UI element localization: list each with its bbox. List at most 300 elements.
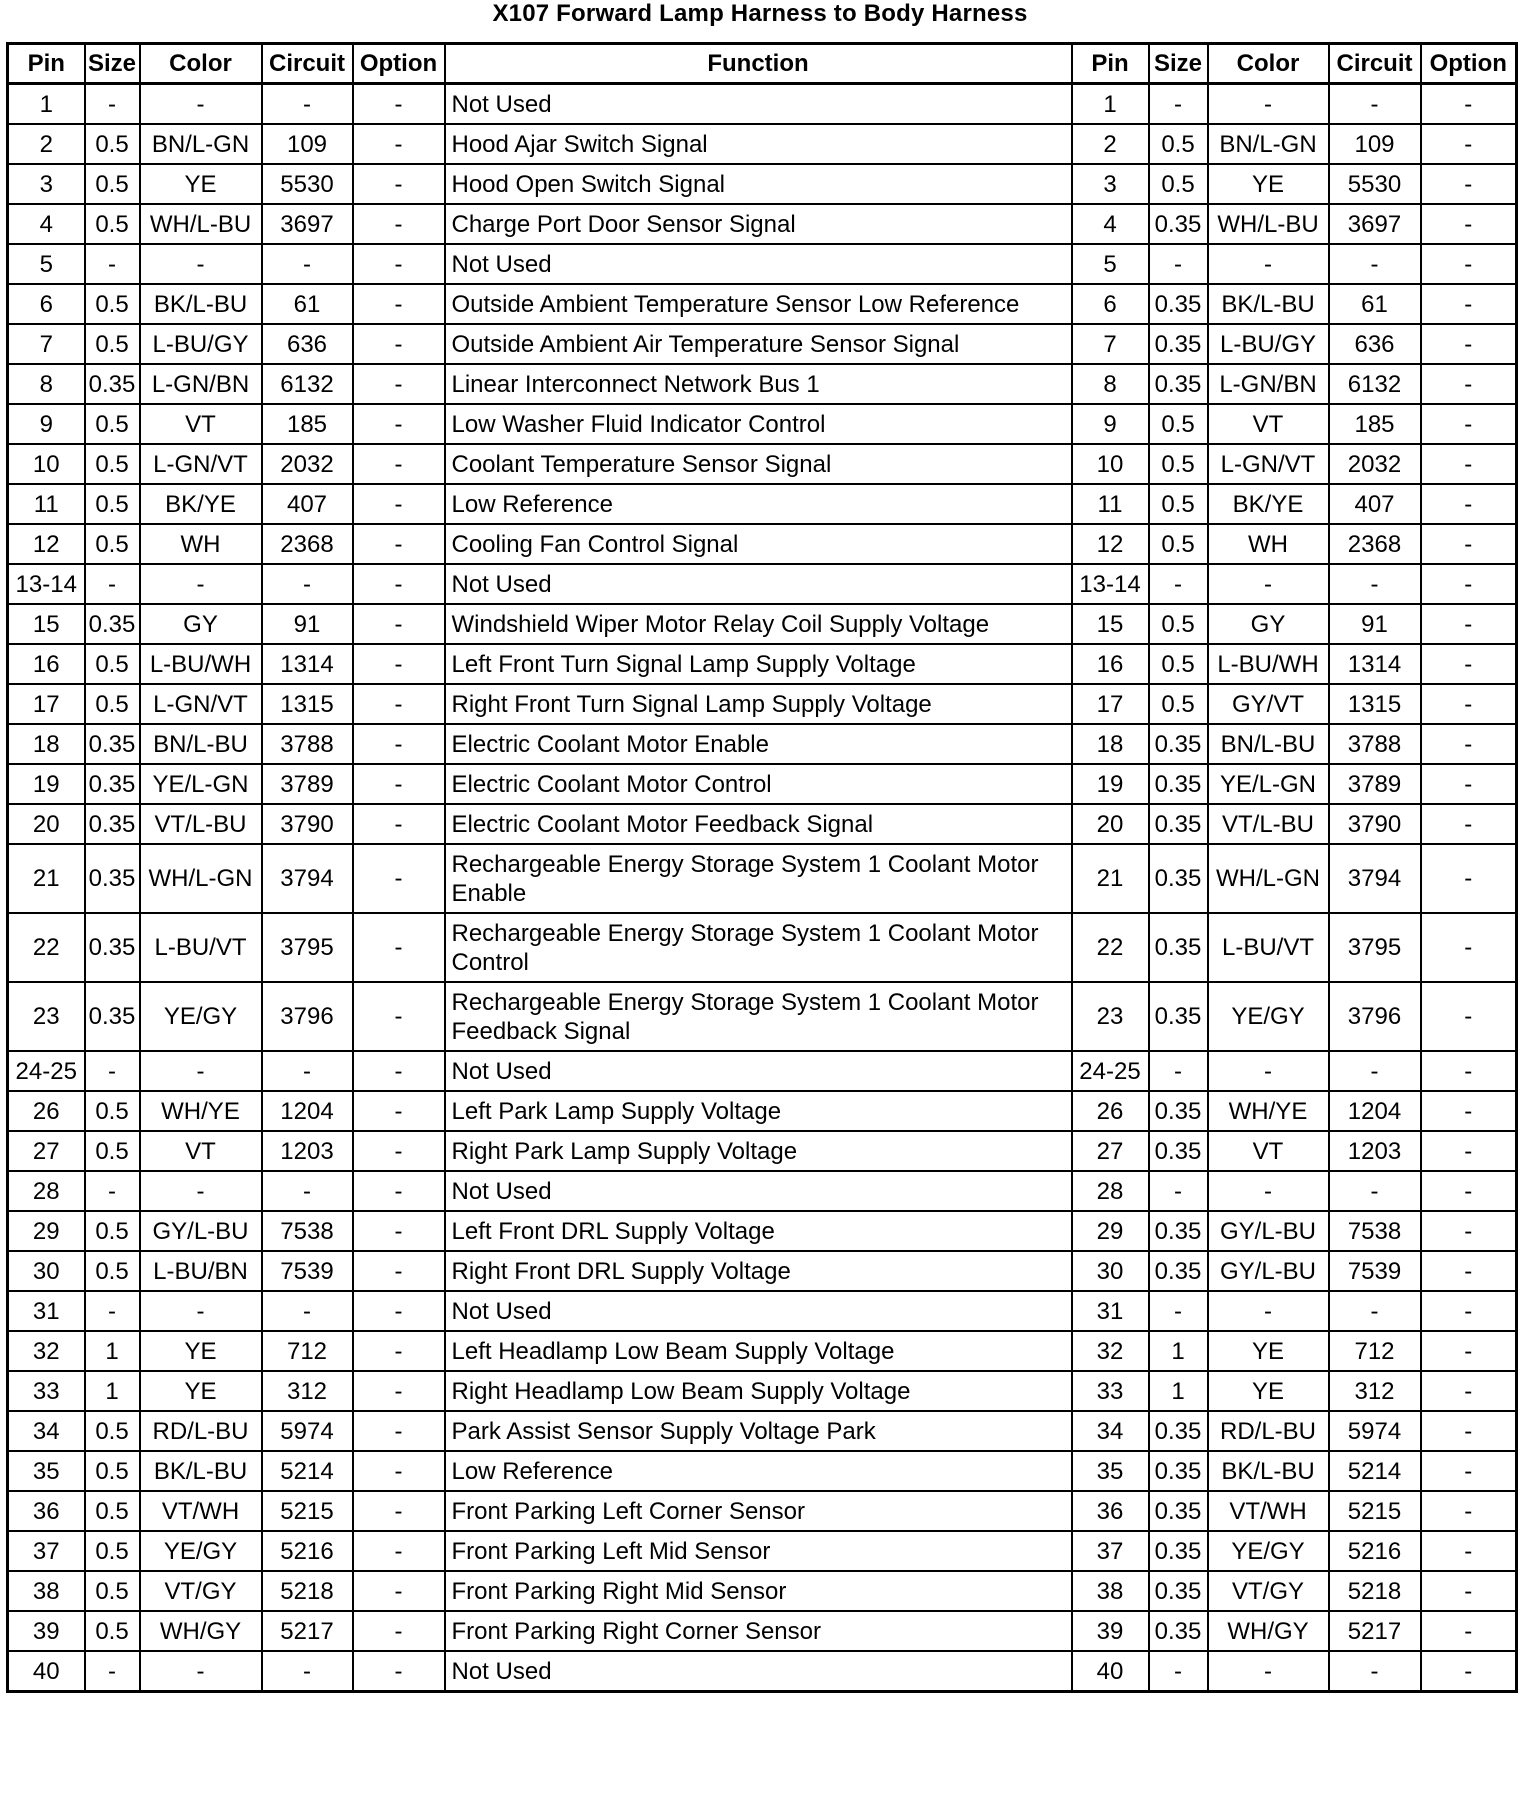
- pin-cell: 21: [8, 844, 85, 913]
- pin-cell: 37: [8, 1531, 85, 1571]
- circuit-cell: 5215: [262, 1491, 353, 1531]
- size-cell: 0.5: [85, 1411, 140, 1451]
- pin-cell-2: 16: [1072, 644, 1149, 684]
- pin-cell-2: 7: [1072, 324, 1149, 364]
- pin-cell-2: 24-25: [1072, 1051, 1149, 1091]
- pin-cell-2: 32: [1072, 1331, 1149, 1371]
- color-cell: -: [140, 564, 262, 604]
- color-cell-2: YE: [1208, 1371, 1329, 1411]
- table-row: [8, 524, 1517, 564]
- table-row: [8, 1411, 1517, 1451]
- option-cell-2: -: [1421, 1331, 1517, 1371]
- color-cell-2: VT/L-BU: [1208, 804, 1329, 844]
- option-cell: -: [353, 564, 445, 604]
- size-cell-2: 0.35: [1149, 724, 1208, 764]
- function-cell: Not Used: [445, 1651, 1072, 1692]
- function-cell: Right Front DRL Supply Voltage: [445, 1251, 1072, 1291]
- table-row: [8, 1051, 1517, 1091]
- size-cell: 0.5: [85, 1451, 140, 1491]
- pin-cell: 33: [8, 1371, 85, 1411]
- option-cell-2: -: [1421, 1131, 1517, 1171]
- size-cell-2: 0.35: [1149, 284, 1208, 324]
- function-cell: Left Front DRL Supply Voltage: [445, 1211, 1072, 1251]
- size-cell: 0.5: [85, 484, 140, 524]
- size-cell: -: [85, 244, 140, 284]
- color-cell-2: GY: [1208, 604, 1329, 644]
- size-cell: 0.5: [85, 204, 140, 244]
- color-cell: WH/YE: [140, 1091, 262, 1131]
- table-row: [8, 1371, 1517, 1411]
- table-row: [8, 1451, 1517, 1491]
- table-row: [8, 1491, 1517, 1531]
- circuit-cell: 6132: [262, 364, 353, 404]
- function-cell: Electric Coolant Motor Enable: [445, 724, 1072, 764]
- pin-cell-2: 5: [1072, 244, 1149, 284]
- pinout-table: [6, 42, 1518, 1693]
- size-cell-2: 0.35: [1149, 324, 1208, 364]
- function-cell: Rechargeable Energy Storage System 1 Coolant Motor Enable: [445, 844, 1072, 913]
- header-color-2: Color: [1208, 44, 1329, 84]
- circuit-cell: 2032: [262, 444, 353, 484]
- option-cell-2: -: [1421, 844, 1517, 913]
- table-row: [8, 1091, 1517, 1131]
- color-cell: L-BU/BN: [140, 1251, 262, 1291]
- function-cell: Right Park Lamp Supply Voltage: [445, 1131, 1072, 1171]
- table-row: [8, 1531, 1517, 1571]
- table-row: [8, 324, 1517, 364]
- circuit-cell-2: 7539: [1329, 1251, 1421, 1291]
- pin-cell: 5: [8, 244, 85, 284]
- circuit-cell-2: -: [1329, 84, 1421, 125]
- size-cell: 0.5: [85, 404, 140, 444]
- option-cell: -: [353, 913, 445, 982]
- table-row: [8, 564, 1517, 604]
- color-cell-2: YE/GY: [1208, 1531, 1329, 1571]
- color-cell: L-GN/VT: [140, 684, 262, 724]
- color-cell-2: YE/L-GN: [1208, 764, 1329, 804]
- option-cell: -: [353, 1331, 445, 1371]
- size-cell: 0.5: [85, 1491, 140, 1531]
- size-cell: 0.35: [85, 364, 140, 404]
- option-cell-2: -: [1421, 564, 1517, 604]
- size-cell-2: 0.35: [1149, 913, 1208, 982]
- size-cell-2: 0.5: [1149, 484, 1208, 524]
- function-cell: Electric Coolant Motor Control: [445, 764, 1072, 804]
- option-cell-2: -: [1421, 724, 1517, 764]
- size-cell: -: [85, 1291, 140, 1331]
- pin-cell-2: 11: [1072, 484, 1149, 524]
- option-cell: -: [353, 982, 445, 1051]
- pin-cell: 12: [8, 524, 85, 564]
- size-cell-2: -: [1149, 1171, 1208, 1211]
- size-cell-2: 0.5: [1149, 524, 1208, 564]
- table-row: [8, 604, 1517, 644]
- circuit-cell-2: 636: [1329, 324, 1421, 364]
- option-cell: -: [353, 1091, 445, 1131]
- option-cell: -: [353, 244, 445, 284]
- size-cell-2: 0.5: [1149, 604, 1208, 644]
- function-cell: Low Reference: [445, 1451, 1072, 1491]
- circuit-cell-2: 5216: [1329, 1531, 1421, 1571]
- circuit-cell-2: 5214: [1329, 1451, 1421, 1491]
- circuit-cell-2: 3794: [1329, 844, 1421, 913]
- pin-cell-2: 19: [1072, 764, 1149, 804]
- function-cell: Low Reference: [445, 484, 1072, 524]
- size-cell-2: -: [1149, 1291, 1208, 1331]
- circuit-cell-2: 6132: [1329, 364, 1421, 404]
- size-cell-2: -: [1149, 1651, 1208, 1692]
- color-cell: VT/GY: [140, 1571, 262, 1611]
- color-cell: YE/L-GN: [140, 764, 262, 804]
- circuit-cell: 5530: [262, 164, 353, 204]
- function-cell: Electric Coolant Motor Feedback Signal: [445, 804, 1072, 844]
- color-cell-2: GY/L-BU: [1208, 1251, 1329, 1291]
- table-row: [8, 644, 1517, 684]
- circuit-cell: 3795: [262, 913, 353, 982]
- circuit-cell-2: -: [1329, 564, 1421, 604]
- color-cell: YE: [140, 164, 262, 204]
- function-cell: Outside Ambient Air Temperature Sensor Signal: [445, 324, 1072, 364]
- color-cell: WH/L-GN: [140, 844, 262, 913]
- circuit-cell: 61: [262, 284, 353, 324]
- pin-cell-2: 6: [1072, 284, 1149, 324]
- size-cell-2: 0.5: [1149, 124, 1208, 164]
- color-cell-2: WH/YE: [1208, 1091, 1329, 1131]
- option-cell-2: -: [1421, 1531, 1517, 1571]
- size-cell-2: 0.35: [1149, 364, 1208, 404]
- pin-cell: 24-25: [8, 1051, 85, 1091]
- size-cell-2: 0.35: [1149, 1211, 1208, 1251]
- circuit-cell-2: 3789: [1329, 764, 1421, 804]
- size-cell: 0.5: [85, 124, 140, 164]
- size-cell-2: 1: [1149, 1331, 1208, 1371]
- option-cell: -: [353, 484, 445, 524]
- option-cell: -: [353, 524, 445, 564]
- pin-cell: 4: [8, 204, 85, 244]
- function-cell: Outside Ambient Temperature Sensor Low Reference: [445, 284, 1072, 324]
- size-cell-2: 0.35: [1149, 1611, 1208, 1651]
- function-cell: Left Park Lamp Supply Voltage: [445, 1091, 1072, 1131]
- size-cell-2: 0.5: [1149, 164, 1208, 204]
- size-cell-2: 0.35: [1149, 804, 1208, 844]
- table-row: [8, 1651, 1517, 1692]
- pin-cell: 35: [8, 1451, 85, 1491]
- option-cell: -: [353, 1651, 445, 1692]
- table-row: [8, 204, 1517, 244]
- function-cell: Coolant Temperature Sensor Signal: [445, 444, 1072, 484]
- pin-cell-2: 27: [1072, 1131, 1149, 1171]
- function-cell: Right Headlamp Low Beam Supply Voltage: [445, 1371, 1072, 1411]
- option-cell: -: [353, 1531, 445, 1571]
- color-cell: L-GN/VT: [140, 444, 262, 484]
- size-cell: 0.35: [85, 844, 140, 913]
- circuit-cell: -: [262, 1651, 353, 1692]
- pin-cell: 28: [8, 1171, 85, 1211]
- table-row: [8, 164, 1517, 204]
- pin-cell-2: 3: [1072, 164, 1149, 204]
- option-cell-2: -: [1421, 484, 1517, 524]
- color-cell-2: VT/WH: [1208, 1491, 1329, 1531]
- pin-cell-2: 28: [1072, 1171, 1149, 1211]
- color-cell: -: [140, 1651, 262, 1692]
- function-cell: Park Assist Sensor Supply Voltage Park: [445, 1411, 1072, 1451]
- color-cell: YE: [140, 1371, 262, 1411]
- pin-cell: 26: [8, 1091, 85, 1131]
- circuit-cell: 407: [262, 484, 353, 524]
- size-cell: 1: [85, 1331, 140, 1371]
- size-cell-2: 0.5: [1149, 684, 1208, 724]
- option-cell-2: -: [1421, 684, 1517, 724]
- circuit-cell-2: 109: [1329, 124, 1421, 164]
- circuit-cell-2: 61: [1329, 284, 1421, 324]
- size-cell-2: 0.35: [1149, 982, 1208, 1051]
- size-cell: 0.5: [85, 644, 140, 684]
- option-cell: -: [353, 764, 445, 804]
- pin-cell-2: 35: [1072, 1451, 1149, 1491]
- option-cell: -: [353, 1451, 445, 1491]
- color-cell-2: -: [1208, 1291, 1329, 1331]
- option-cell: -: [353, 164, 445, 204]
- circuit-cell: 636: [262, 324, 353, 364]
- option-cell-2: -: [1421, 1491, 1517, 1531]
- pin-cell: 29: [8, 1211, 85, 1251]
- size-cell: 0.35: [85, 604, 140, 644]
- pin-cell: 13-14: [8, 564, 85, 604]
- color-cell-2: GY/VT: [1208, 684, 1329, 724]
- pin-cell: 8: [8, 364, 85, 404]
- color-cell-2: BN/L-BU: [1208, 724, 1329, 764]
- circuit-cell-2: 5218: [1329, 1571, 1421, 1611]
- option-cell: -: [353, 124, 445, 164]
- size-cell: 0.5: [85, 1531, 140, 1571]
- circuit-cell: -: [262, 1051, 353, 1091]
- pin-cell: 16: [8, 644, 85, 684]
- option-cell: -: [353, 804, 445, 844]
- option-cell-2: -: [1421, 284, 1517, 324]
- color-cell-2: L-BU/VT: [1208, 913, 1329, 982]
- option-cell-2: -: [1421, 164, 1517, 204]
- size-cell: 0.35: [85, 804, 140, 844]
- color-cell: BN/L-GN: [140, 124, 262, 164]
- table-row: [8, 244, 1517, 284]
- pin-cell-2: 15: [1072, 604, 1149, 644]
- pin-cell-2: 2: [1072, 124, 1149, 164]
- color-cell-2: VT: [1208, 404, 1329, 444]
- circuit-cell-2: 3796: [1329, 982, 1421, 1051]
- circuit-cell-2: 3790: [1329, 804, 1421, 844]
- circuit-cell: 1203: [262, 1131, 353, 1171]
- function-cell: Left Headlamp Low Beam Supply Voltage: [445, 1331, 1072, 1371]
- option-cell: -: [353, 604, 445, 644]
- pin-cell-2: 26: [1072, 1091, 1149, 1131]
- size-cell: 0.5: [85, 1611, 140, 1651]
- circuit-cell-2: -: [1329, 1051, 1421, 1091]
- size-cell-2: 0.35: [1149, 1451, 1208, 1491]
- pin-cell-2: 8: [1072, 364, 1149, 404]
- pin-cell-2: 40: [1072, 1651, 1149, 1692]
- color-cell: VT: [140, 404, 262, 444]
- header-size: Size: [85, 44, 140, 84]
- color-cell-2: -: [1208, 84, 1329, 125]
- pin-cell: 19: [8, 764, 85, 804]
- color-cell-2: YE: [1208, 1331, 1329, 1371]
- table-row: [8, 1331, 1517, 1371]
- function-cell: Linear Interconnect Network Bus 1: [445, 364, 1072, 404]
- option-cell-2: -: [1421, 1451, 1517, 1491]
- color-cell: -: [140, 1051, 262, 1091]
- size-cell: 0.5: [85, 1091, 140, 1131]
- size-cell-2: 0.35: [1149, 1131, 1208, 1171]
- function-cell: Not Used: [445, 564, 1072, 604]
- function-cell: Windshield Wiper Motor Relay Coil Supply Voltage: [445, 604, 1072, 644]
- table-row: [8, 724, 1517, 764]
- pin-cell-2: 4: [1072, 204, 1149, 244]
- color-cell-2: L-GN/VT: [1208, 444, 1329, 484]
- table-row: [8, 1131, 1517, 1171]
- color-cell-2: RD/L-BU: [1208, 1411, 1329, 1451]
- table-row: [8, 913, 1517, 982]
- pin-cell: 38: [8, 1571, 85, 1611]
- size-cell-2: 0.35: [1149, 844, 1208, 913]
- color-cell: L-BU/WH: [140, 644, 262, 684]
- header-option-2: Option: [1421, 44, 1517, 84]
- table-row: [8, 764, 1517, 804]
- color-cell-2: L-GN/BN: [1208, 364, 1329, 404]
- function-cell: Low Washer Fluid Indicator Control: [445, 404, 1072, 444]
- size-cell-2: 0.35: [1149, 1251, 1208, 1291]
- option-cell: -: [353, 644, 445, 684]
- color-cell-2: -: [1208, 1651, 1329, 1692]
- pin-cell: 31: [8, 1291, 85, 1331]
- table-row: [8, 1611, 1517, 1651]
- color-cell: WH/L-BU: [140, 204, 262, 244]
- size-cell-2: -: [1149, 564, 1208, 604]
- pin-cell: 10: [8, 444, 85, 484]
- color-cell: VT/L-BU: [140, 804, 262, 844]
- option-cell: -: [353, 1291, 445, 1331]
- option-cell: -: [353, 444, 445, 484]
- color-cell: VT: [140, 1131, 262, 1171]
- color-cell: BN/L-BU: [140, 724, 262, 764]
- color-cell-2: -: [1208, 244, 1329, 284]
- size-cell: -: [85, 1171, 140, 1211]
- circuit-cell: -: [262, 84, 353, 125]
- circuit-cell: 7539: [262, 1251, 353, 1291]
- function-cell: Not Used: [445, 1291, 1072, 1331]
- circuit-cell-2: 3697: [1329, 204, 1421, 244]
- option-cell: -: [353, 324, 445, 364]
- function-cell: Not Used: [445, 1171, 1072, 1211]
- pin-cell-2: 20: [1072, 804, 1149, 844]
- function-cell: Front Parking Right Corner Sensor: [445, 1611, 1072, 1651]
- size-cell: -: [85, 1651, 140, 1692]
- circuit-cell-2: 1314: [1329, 644, 1421, 684]
- header-option: Option: [353, 44, 445, 84]
- size-cell: 0.5: [85, 1251, 140, 1291]
- option-cell-2: -: [1421, 1371, 1517, 1411]
- circuit-cell-2: -: [1329, 244, 1421, 284]
- circuit-cell: 712: [262, 1331, 353, 1371]
- table-row: [8, 484, 1517, 524]
- circuit-cell-2: 5215: [1329, 1491, 1421, 1531]
- header-circuit-2: Circuit: [1329, 44, 1421, 84]
- option-cell-2: -: [1421, 644, 1517, 684]
- table-header-row: [8, 44, 1517, 84]
- pin-cell-2: 37: [1072, 1531, 1149, 1571]
- pin-cell-2: 33: [1072, 1371, 1149, 1411]
- pin-cell: 22: [8, 913, 85, 982]
- pin-cell-2: 9: [1072, 404, 1149, 444]
- option-cell: -: [353, 1411, 445, 1451]
- circuit-cell-2: -: [1329, 1291, 1421, 1331]
- option-cell: -: [353, 844, 445, 913]
- pin-cell: 32: [8, 1331, 85, 1371]
- color-cell: L-BU/VT: [140, 913, 262, 982]
- size-cell: 0.35: [85, 764, 140, 804]
- pin-cell-2: 18: [1072, 724, 1149, 764]
- color-cell: L-BU/GY: [140, 324, 262, 364]
- pin-cell: 17: [8, 684, 85, 724]
- circuit-cell: 2368: [262, 524, 353, 564]
- header-circuit: Circuit: [262, 44, 353, 84]
- function-cell: Front Parking Right Mid Sensor: [445, 1571, 1072, 1611]
- option-cell: -: [353, 684, 445, 724]
- circuit-cell: -: [262, 1171, 353, 1211]
- header-pin-2: Pin: [1072, 44, 1149, 84]
- table-row: [8, 1291, 1517, 1331]
- color-cell: GY: [140, 604, 262, 644]
- option-cell-2: -: [1421, 1611, 1517, 1651]
- color-cell-2: WH/L-GN: [1208, 844, 1329, 913]
- pin-cell-2: 29: [1072, 1211, 1149, 1251]
- option-cell-2: -: [1421, 913, 1517, 982]
- option-cell-2: -: [1421, 1291, 1517, 1331]
- size-cell: 0.5: [85, 324, 140, 364]
- function-cell: Not Used: [445, 1051, 1072, 1091]
- pin-cell: 39: [8, 1611, 85, 1651]
- color-cell: -: [140, 84, 262, 125]
- circuit-cell-2: 3795: [1329, 913, 1421, 982]
- table-row: [8, 404, 1517, 444]
- circuit-cell: 3789: [262, 764, 353, 804]
- circuit-cell: -: [262, 1291, 353, 1331]
- function-cell: Front Parking Left Mid Sensor: [445, 1531, 1072, 1571]
- pin-cell-2: 23: [1072, 982, 1149, 1051]
- function-cell: Not Used: [445, 84, 1072, 125]
- table-row: [8, 124, 1517, 164]
- table-row: [8, 364, 1517, 404]
- size-cell: 0.35: [85, 982, 140, 1051]
- option-cell: -: [353, 364, 445, 404]
- circuit-cell-2: 2368: [1329, 524, 1421, 564]
- circuit-cell: 1204: [262, 1091, 353, 1131]
- option-cell: -: [353, 724, 445, 764]
- size-cell: 0.5: [85, 1571, 140, 1611]
- option-cell: -: [353, 204, 445, 244]
- size-cell: 0.5: [85, 444, 140, 484]
- pin-cell-2: 31: [1072, 1291, 1149, 1331]
- table-row: [8, 1171, 1517, 1211]
- option-cell-2: -: [1421, 1411, 1517, 1451]
- pin-cell: 15: [8, 604, 85, 644]
- circuit-cell-2: 712: [1329, 1331, 1421, 1371]
- circuit-cell-2: 1315: [1329, 684, 1421, 724]
- size-cell-2: 0.35: [1149, 1091, 1208, 1131]
- pin-cell: 40: [8, 1651, 85, 1692]
- header-function: Function: [445, 44, 1072, 84]
- pin-cell-2: 12: [1072, 524, 1149, 564]
- size-cell-2: 1: [1149, 1371, 1208, 1411]
